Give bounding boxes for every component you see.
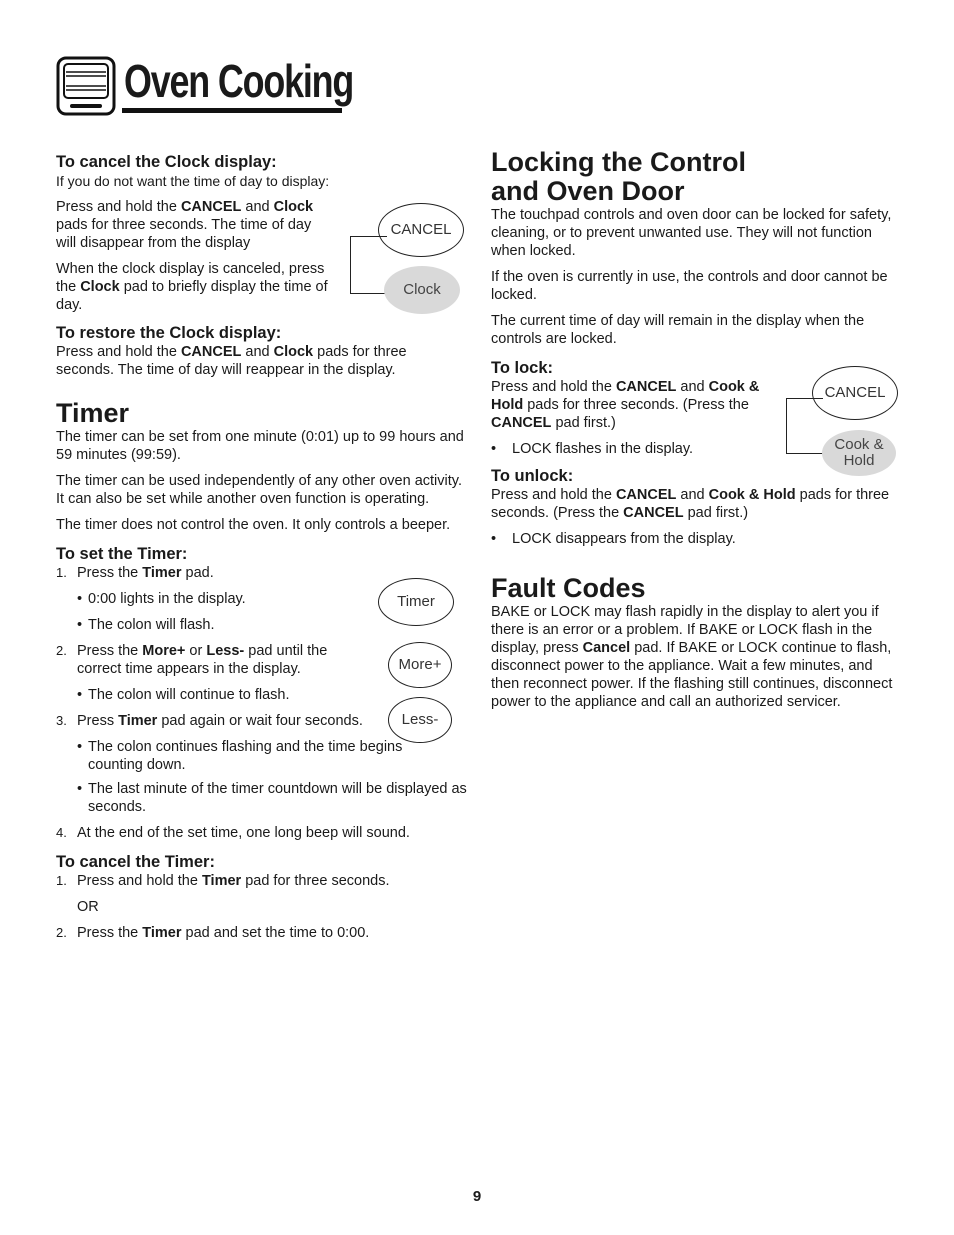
cancel-clock-heading: To cancel the Clock display: bbox=[56, 153, 277, 171]
fault-codes-text: BAKE or LOCK may flash rapidly in the display to alert you if there is an error or a problem. If BAKE or LOCK flash in the display, press Cancel pad. If BAKE or LOCK continue to flash, disconnect power to the appliance. Wait a few minutes, and then reconnect power. If the flashing still continues, disconnect power to the appliance and call an authorized servicer. bbox=[491, 604, 893, 710]
cancel-step-2: 2. Press the Timer pad and set the time to 0:00. bbox=[56, 925, 370, 941]
set-step-4: 4. At the end of the set time, one long beep will sound. bbox=[56, 825, 410, 841]
oven-icon bbox=[56, 56, 116, 116]
locking-p3: The current time of day will remain in the display when the controls are locked. bbox=[491, 313, 865, 347]
cancel-clock-p2: When the clock display is canceled, press the Clock pad to briefly display the time of day. bbox=[56, 261, 328, 313]
page-number: 9 bbox=[472, 1188, 482, 1205]
page-title: Oven Cooking bbox=[124, 55, 354, 107]
lock-cancel-pad[interactable]: CANCEL bbox=[812, 366, 898, 420]
timer-p3: The timer does not control the oven. It only controls a beeper. bbox=[56, 517, 451, 533]
unlock-instructions: Press and hold the CANCEL and Cook & Hold pads for three seconds. (Press the CANCEL pad first.) bbox=[491, 487, 890, 521]
fault-codes-heading: Fault Codes bbox=[491, 573, 646, 603]
lock-instructions: Press and hold the CANCEL and Cook & Hold pads for three seconds. (Press the CANCEL pad first.) bbox=[491, 379, 760, 431]
set-step-3: 3. Press Timer pad again or wait four seconds. bbox=[56, 713, 363, 729]
cancel-or: OR bbox=[77, 899, 99, 915]
set-step-3-note-2: • The last minute of the timer countdown will be displayed as seconds. bbox=[77, 781, 467, 815]
unlock-note: • LOCK disappears from the display. bbox=[491, 531, 736, 547]
restore-clock-heading: To restore the Clock display: bbox=[56, 324, 282, 342]
set-step-1-note-2: • The colon will flash. bbox=[77, 617, 215, 633]
clock-pads-bracket bbox=[350, 236, 387, 294]
restore-clock-p1: Press and hold the CANCEL and Clock pads for three seconds. The time of day will reappear in the display. bbox=[56, 344, 407, 378]
set-step-1-note-1: • 0:00 lights in the display. bbox=[77, 591, 246, 607]
locking-heading: Locking the Control and Oven Door bbox=[491, 147, 746, 206]
clock-pad[interactable]: Clock bbox=[384, 266, 460, 314]
cancel-clock-p1: Press and hold the CANCEL and Clock pads for three seconds. The time of day will disappear from the display bbox=[56, 199, 314, 251]
title-underline bbox=[122, 108, 342, 113]
cancel-step-1: 1. Press and hold the Timer pad for three seconds. bbox=[56, 873, 390, 889]
cancel-pad[interactable]: CANCEL bbox=[378, 203, 464, 257]
timer-pad[interactable]: Timer bbox=[378, 578, 454, 626]
less-pad[interactable]: Less- bbox=[388, 697, 452, 743]
set-step-3-note-1: • The colon continues flashing and the time begins counting down. bbox=[77, 739, 403, 773]
cancel-timer-heading: To cancel the Timer: bbox=[56, 853, 215, 871]
timer-p1: The timer can be set from one minute (0:01) up to 99 hours and 59 minutes (99:59). bbox=[56, 429, 464, 463]
lock-heading: To lock: bbox=[491, 359, 554, 377]
cook-hold-pad[interactable]: Cook & Hold bbox=[822, 430, 896, 476]
locking-p1: The touchpad controls and oven door can be locked for safety, cleaning, or to prevent unwanted use. They will not function when locked. bbox=[491, 207, 892, 259]
locking-p2: If the oven is currently in use, the controls and door cannot be locked. bbox=[491, 269, 888, 303]
timer-p2: The timer can be used independently of any other oven activity. It can also be set while another oven function is operating. bbox=[56, 473, 462, 507]
more-pad[interactable]: More+ bbox=[388, 642, 452, 688]
timer-heading: Timer bbox=[56, 398, 130, 428]
lock-note: • LOCK flashes in the display. bbox=[491, 441, 694, 457]
cancel-clock-intro: If you do not want the time of day to display: bbox=[56, 173, 330, 189]
right-column bbox=[491, 148, 903, 711]
set-step-1: 1. Press the Timer pad. bbox=[56, 565, 214, 581]
unlock-heading: To unlock: bbox=[491, 467, 574, 485]
set-timer-heading: To set the Timer: bbox=[56, 545, 188, 563]
set-step-2: 2. Press the More+ or Less- pad until the correct time appears in the display. bbox=[56, 643, 328, 677]
set-step-2-note-1: • The colon will continue to flash. bbox=[77, 687, 290, 703]
